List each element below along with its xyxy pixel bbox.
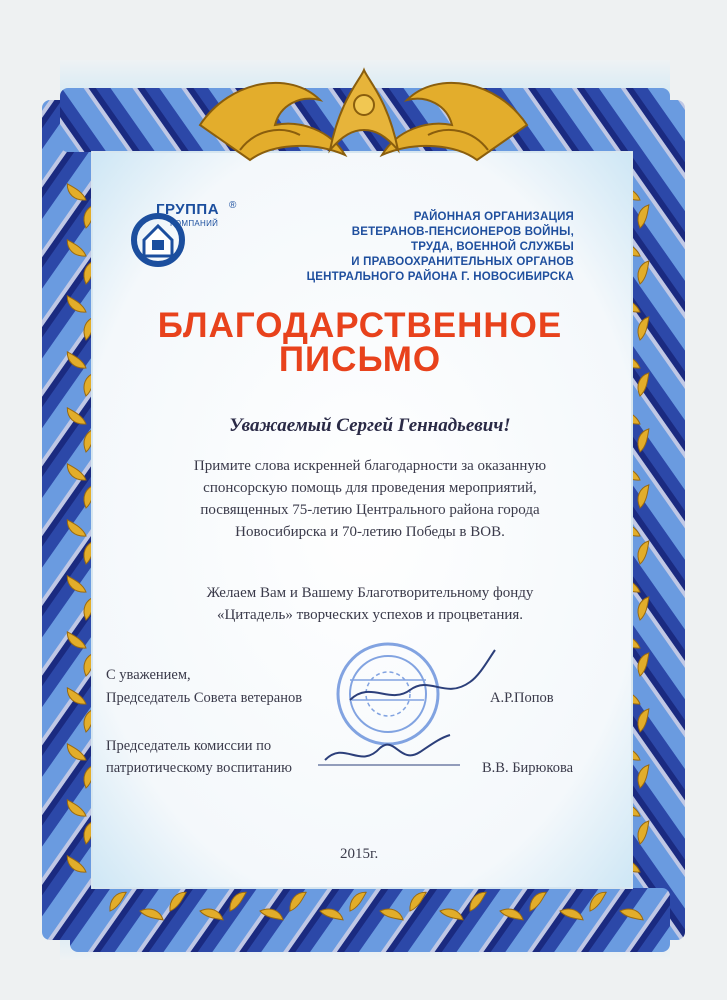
closing-text: С уважением, [106,667,191,683]
wishes-paragraph: Желаем Вам и Вашему Благотворительному фонду «Цитадель» творческих успехов и процветания. [206,585,534,623]
signer-2-name: В.В. Бирюкова [482,760,574,776]
greeting: Уважаемый Сергей Геннадьевич! [229,415,511,436]
logo-registered-mark: ® [229,200,237,211]
organization-name: РАЙОННАЯ ОРГАНИЗАЦИЯ ВЕТЕРАНОВ-ПЕНСИОНЕРОВ ВОЙНЫ, ТРУДА, ВОЕННОЙ СЛУЖБЫ И ПРАВООХРАНИТЕЛЬНЫХ ОРГАНОВ ЦЕНТРАЛЬНОГО РАЙОНА Г. НОВОСИБИРСКА [306,211,574,283]
signer-1-role: Председатель Совета ветеранов [106,690,303,706]
logo-subtitle: КОМПАНИЙ [170,219,219,228]
gratitude-paragraph: Примите слова искренней благодарности за оказанную спонсорскую помощь для проведения мероприятий, посвященных 75-летию Центрального района города Новосибирска и 70-летию Победы в ВОВ. [193,458,547,540]
document-title-line-2: ПИСЬМО [278,340,442,379]
logo-title: ГРУППА [156,201,220,218]
signer-1-name: А.Р.Попов [490,690,554,706]
signer-2-role-line-2: патриотическому воспитанию [106,760,292,776]
signer-2-role-line-1: Председатель комиссии по [106,738,272,754]
document-year: 2015г. [340,846,379,862]
document-title-line-1: БЛАГОДАРСТВЕННОЕ [157,306,563,345]
